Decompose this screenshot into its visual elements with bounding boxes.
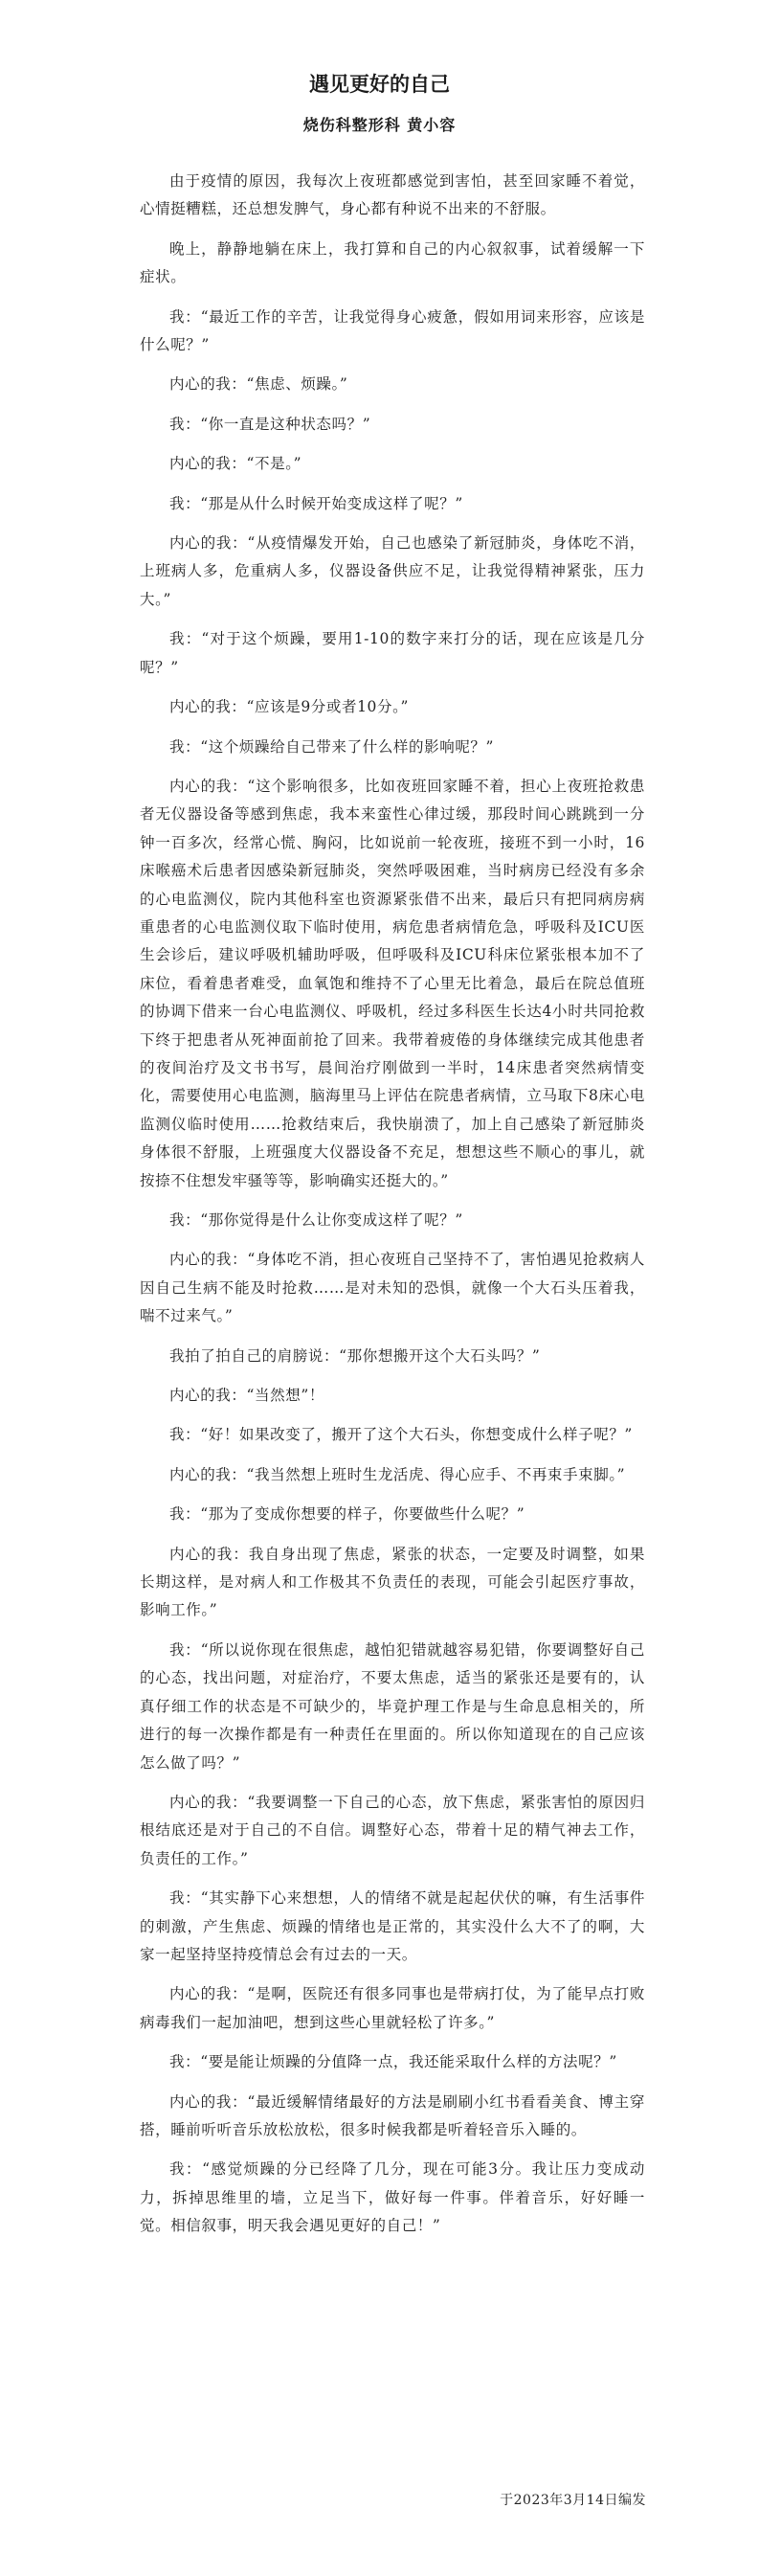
paragraph: 我拍了拍自己的肩膀说：“那你想搬开这个大石头吗？” xyxy=(169,1346,541,1365)
paragraph: 我：“要是能让烦躁的分值降一点，我还能采取什么样的方法呢？” xyxy=(169,2053,617,2071)
paragraph: 内心的我：“最近缓解情绪最好的方法是刷刷小红书看看美食、博主穿搭，睡前听听音乐放松放松，很多时候我都是听着轻音乐入睡的。 xyxy=(140,2092,645,2138)
paragraph: 我：“对于这个烦躁，要用1-10的数字来打分的话，现在应该是几分呢？” xyxy=(140,630,645,676)
paragraph: 我：“感觉烦躁的分已经降了几分，现在可能3分。我让压力变成动力，拆掉思维里的墙，立足当下，做好每一件事。伴着音乐，好好睡一觉。相信叙事，明天我会遇见更好的自己！” xyxy=(140,2160,645,2235)
paragraph: 内心的我：“焦虑、烦躁。” xyxy=(169,375,348,394)
paragraph: 内心的我：“应该是9分或者10分。” xyxy=(169,698,409,716)
document-title: 遇见更好的自己 xyxy=(309,73,450,96)
paragraph: 我：“这个烦躁给自己带来了什么样的影响呢？” xyxy=(169,737,495,756)
paragraph: 内心的我：“身体吃不消，担心夜班自己坚持不了，害怕遇见抢救病人因自己生病不能及时抢救……是对未知的恐惧，就像一个大石头压着我，喘不过来气。” xyxy=(140,1251,645,1325)
paragraph: 内心的我：“不是。” xyxy=(169,455,302,473)
paragraph: 由于疫情的原因，我每次上夜班都感觉到害怕，甚至回家睡不着觉，心情挺糟糕，还总想发脾气，身心都有种说不出来的不舒服。 xyxy=(140,172,645,218)
paragraph: 内心的我：“从疫情爆发开始，自己也感染了新冠肺炎，身体吃不消，上班病人多，危重病人多，仪器设备供应不足，让我觉得精神紧张，压力大。” xyxy=(140,534,645,608)
paragraph: 我：“所以说你现在很焦虑，越怕犯错就越容易犯错，你要调整好自己的心态，找出问题，对症治疗，不要太焦虑，适当的紧张还是要有的，认真仔细工作的状态是不可缺少的，毕竟护理工作是与生命息息相关的，所进行的每一次操作都是有一种责任在里面的。所以你知道现在的自己应该怎么做了吗？” xyxy=(140,1640,645,1772)
paragraph: 内心的我：“我当然想上班时生龙活虎、得心应手、不再束手束脚。” xyxy=(169,1465,626,1483)
paragraph: 内心的我：“是啊，医院还有很多同事也是带病打仗，为了能早点打败病毒我们一起加油吧，想到这些心里就轻松了许多。” xyxy=(140,1985,645,2031)
paragraph: 晚上，静静地躺在床上，我打算和自己的内心叙叙事，试着缓解一下症状。 xyxy=(140,239,645,286)
paragraph: 我：“那你觉得是什么让你变成这样了呢？” xyxy=(169,1211,463,1229)
paragraph: 我：“你一直是这种状态吗？” xyxy=(169,415,371,433)
paragraph: 内心的我：“这个影响很多，比如夜班回家睡不着，担心上夜班抢救患者无仪器设备等感到焦虑，我本来蛮性心律过缓，那段时间心跳跳到一分钟一百多次，经常心慌、胸闷，比如说前一轮夜班，接班不到一小时，16床喉癌术后患者因感染新冠肺炎，突然呼吸困难，当时病房已经没有多余的心电监测仪，院内其他科室也资源紧张借不出来，最后只有把同病房病重患者的心电监测仪取下临时使用，病危患者病情危急，呼吸科及ICU医生会诊后，建议呼吸机辅助呼吸，但呼吸科及ICU科床位紧张根本加不了床位，看着患者难受，血氧饱和维持不了心里无比着急，最后在院总值班的协调下借来一台心电监测仪、呼吸机，经过多科医生长达4小时共同抢救下终于把患者从死神面前抢了回来。我带着疲倦的身体继续完成其他患者的夜间治疗及文书书写，晨间治疗刚做到一半时，14床患者突然病情变化，需要使用心电监测，脑海里马上评估在院患者病情，立马取下8床心电监测仪临时使用……抢救结束后，我快崩溃了，加上自己感染了新冠肺炎身体很不舒服，上班强度大仪器设备不充足，想想这些不顺心的事儿，就按捺不住想发牢骚等等，影响确实还挺大的。” xyxy=(140,777,645,1189)
paragraph: 内心的我：“我要调整一下自己的心态，放下焦虑，紧张害怕的原因归根结底还是对于自己的不自信。调整好心态，带着十足的精气神去工作，负责任的工作。” xyxy=(140,1793,645,1867)
paragraph: 我：“最近工作的辛苦，让我觉得身心疲惫，假如用词来形容，应该是什么呢？” xyxy=(140,307,645,354)
paragraph: 我：“那是从什么时候开始变成这样了呢？” xyxy=(169,494,463,512)
publish-date: 于2023年3月14日编发 xyxy=(500,2493,646,2508)
author-line: 烧伤科整形科 黄小容 xyxy=(302,116,457,134)
paragraph: 我：“其实静下心来想想，人的情绪不就是起起伏伏的嘛，有生活事件的刺激，产生焦虑、烦躁的情绪也是正常的，其实没什么大不了的啊，大家一起坚持坚持疫情总会有过去的一天。 xyxy=(140,1889,645,1963)
paragraph: 内心的我：“当然想”！ xyxy=(169,1387,324,1405)
article-body xyxy=(140,168,645,2252)
paragraph: 我：“那为了变成你想要的样子，你要做些什么呢？” xyxy=(169,1505,525,1524)
paragraph: 我：“好！如果改变了，搬开了这个大石头，你想变成什么样子呢？” xyxy=(169,1426,633,1444)
paragraph: 内心的我：我自身出现了焦虑，紧张的状态，一定要及时调整，如果长期这样，是对病人和工作极其不负责任的表现，可能会引起医疗事故，影响工作。” xyxy=(140,1545,645,1619)
